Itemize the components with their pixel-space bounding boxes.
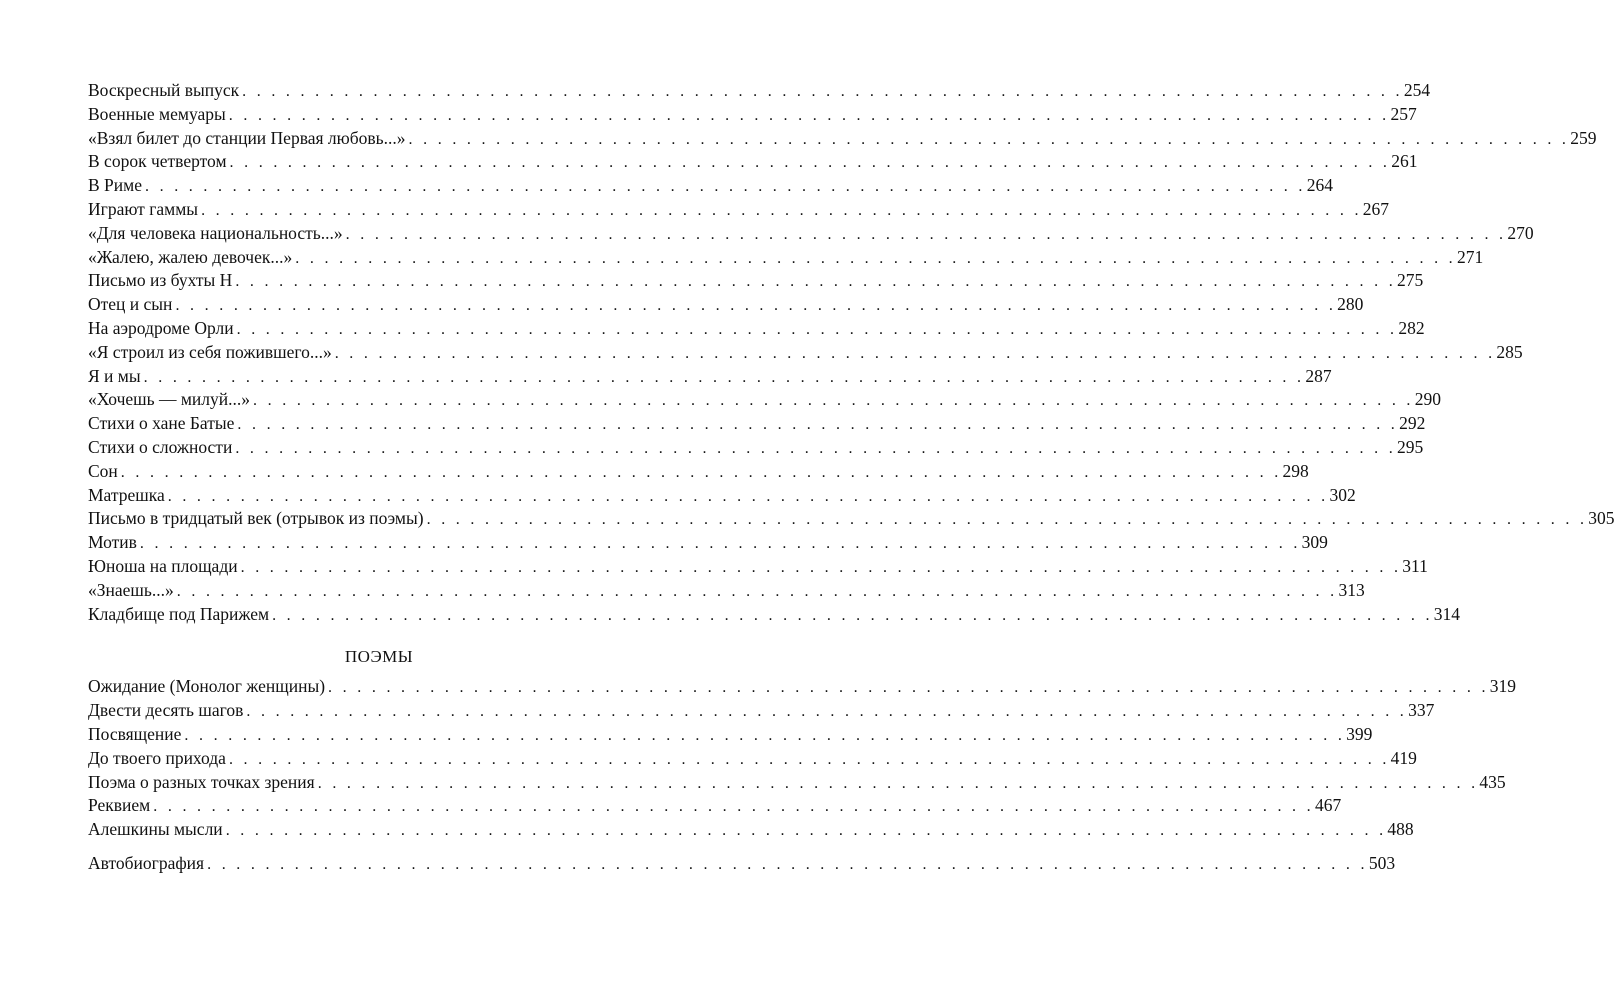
toc-entry-page-number: 302: [1329, 484, 1356, 505]
dot-leader: . . . . . . . . . . . . . . . . . . . . . . . . . . . . . . . . . . . . . . . . . . . . . . . . . . . . . . . . . . . . . . . . . . . . . . . . . . . . . . . .: [184, 726, 1346, 744]
dot-leader: . . . . . . . . . . . . . . . . . . . . . . . . . . . . . . . . . . . . . . . . . . . . . . . . . . . . . . . . . . . . . . . . . . . . . . . . . . . . . . . .: [228, 106, 1390, 124]
toc-entry-title: Письмо в тридцатый век (отрывок из поэмы): [88, 508, 424, 529]
toc-entry-page-number: 271: [1456, 246, 1484, 267]
toc-entry-page-number: 313: [1338, 579, 1365, 600]
toc-entry-page-number: 280: [1337, 294, 1364, 315]
toc-entry-title: Двести десять шагов: [88, 700, 244, 721]
dot-leader: . . . . . . . . . . . . . . . . . . . . . . . . . . . . . . . . . . . . . . . . . . . . . . . . . . . . . . . . . . . . . . . . . . . . . . . . . . . . . . . .: [328, 679, 1489, 697]
toc-entry: [88, 293, 1364, 317]
dot-leader: . . . . . . . . . . . . . . . . . . . . . . . . . . . . . . . . . . . . . . . . . . . . . . . . . . . . . . . . . . . . . . . . . . . . . . . . . . . . . . . .: [246, 703, 1408, 721]
toc-entry-page-number: 292: [1399, 413, 1426, 434]
toc-entry-title: «Жалею, жалею девочек...»: [88, 246, 293, 267]
toc-entry-title: Отец и сын: [88, 294, 173, 315]
toc-entry: [88, 269, 1424, 293]
toc-entry: [88, 246, 1484, 270]
toc-entry: [88, 531, 1328, 555]
toc-entry-title: Стихи о сложности: [88, 436, 233, 457]
dot-leader: . . . . . . . . . . . . . . . . . . . . . . . . . . . . . . . . . . . . . . . . . . . . . . . . . . . . . . . . . . . . . . . . . . . . . . . . . . . . . . . .: [139, 535, 1301, 553]
toc-entry-title: До твоего прихода: [88, 747, 226, 768]
toc-entry: [88, 579, 1365, 603]
toc-entry: [88, 341, 1523, 365]
toc-entry: [88, 771, 1506, 795]
toc-entry-title: На аэродроме Орли: [88, 317, 234, 338]
toc-entry: [88, 507, 1615, 531]
toc-list-poems-long: [88, 675, 1516, 842]
dot-leader: . . . . . . . . . . . . . . . . . . . . . . . . . . . . . . . . . . . . . . . . . . . . . . . . . . . . . . . . . . . . . . . . . . . . . . . . . . . . . . . .: [207, 855, 1368, 873]
toc-entry-page-number: 267: [1362, 198, 1390, 219]
toc-entry-page-number: 311: [1402, 555, 1428, 576]
toc-entry-title: Автобиография: [88, 852, 205, 873]
toc-entry: [88, 794, 1342, 818]
dot-leader: . . . . . . . . . . . . . . . . . . . . . . . . . . . . . . . . . . . . . . . . . . . . . . . . . . . . . . . . . . . . . . . . . . . . . . . . . . . . . . . .: [176, 582, 1338, 600]
dot-leader: . . . . . . . . . . . . . . . . . . . . . . . . . . . . . . . . . . . . . . . . . . . . . . . . . . . . . . . . . . . . . . . . . . . . . . . . . . . . . . . .: [235, 273, 1397, 291]
toc-entry: [88, 747, 1417, 771]
dot-leader: . . . . . . . . . . . . . . . . . . . . . . . . . . . . . . . . . . . . . . . . . . . . . . . . . . . . . . . . . . . . . . . . . . . . . . . . . . . . . . . .: [334, 344, 1496, 362]
dot-leader: . . . . . . . . . . . . . . . . . . . . . . . . . . . . . . . . . . . . . . . . . . . . . . . . . . . . . . . . . . . . . . . . . . . . . . . . . . . . . . . .: [225, 822, 1387, 840]
toc-entry-title: Я и мы: [88, 365, 141, 386]
toc-entry-page-number: 259: [1570, 127, 1597, 148]
toc-entry-page-number: 261: [1391, 151, 1418, 172]
toc-entry-title: Военные мемуары: [88, 103, 226, 124]
toc-entry-page-number: 257: [1390, 103, 1417, 124]
dot-leader: . . . . . . . . . . . . . . . . . . . . . . . . . . . . . . . . . . . . . . . . . . . . . . . . . . . . . . . . . . . . . . . . . . . . . . . . . . . . . . . .: [236, 320, 1398, 338]
toc-entry-page-number: 314: [1433, 603, 1461, 624]
toc-entry-page-number: 254: [1403, 80, 1431, 100]
dot-leader: . . . . . . . . . . . . . . . . . . . . . . . . . . . . . . . . . . . . . . . . . . . . . . . . . . . . . . . . . . . . . . . . . . . . . . . . . . . . . . . .: [145, 178, 1306, 196]
dot-leader: . . . . . . . . . . . . . . . . . . . . . . . . . . . . . . . . . . . . . . . . . . . . . . . . . . . . . . . . . . . . . . . . . . . . . . . . . . . . . . . .: [345, 225, 1507, 243]
toc-entry-page-number: 298: [1282, 460, 1309, 481]
dot-leader: . . . . . . . . . . . . . . . . . . . . . . . . . . . . . . . . . . . . . . . . . . . . . . . . . . . . . . . . . . . . . . . . . . . . . . . . . . . . . . . .: [237, 416, 1399, 434]
table-of-contents: [88, 79, 1615, 876]
toc-entry: [88, 198, 1390, 222]
toc-entry: [88, 723, 1373, 747]
section-heading: ПОЭМЫ: [344, 647, 414, 667]
toc-entry: [88, 317, 1425, 341]
dot-leader: . . . . . . . . . . . . . . . . . . . . . . . . . . . . . . . . . . . . . . . . . . . . . . . . . . . . . . . . . . . . . . . . . . . . . . . . . . . . . . . .: [167, 487, 1329, 505]
toc-entry-page-number: 309: [1301, 532, 1328, 553]
toc-list-final: [88, 852, 1396, 876]
toc-entry-page-number: 270: [1507, 222, 1534, 243]
dot-leader: . . . . . . . . . . . . . . . . . . . . . . . . . . . . . . . . . . . . . . . . . . . . . . . . . . . . . . . . . . . . . . . . . . . . . . . . . . . . . . . .: [143, 368, 1305, 386]
toc-entry-page-number: 285: [1496, 341, 1523, 362]
toc-entry-title: «Для человека национальность...»: [88, 222, 343, 243]
toc-entry-page-number: 290: [1414, 389, 1441, 410]
toc-entry-page-number: 287: [1305, 365, 1332, 386]
dot-leader: . . . . . . . . . . . . . . . . . . . . . . . . . . . . . . . . . . . . . . . . . . . . . . . . . . . . . . . . . . . . . . . . . . . . . . . . . . . . . . . .: [120, 463, 1282, 481]
toc-entry-title: Реквием: [88, 795, 151, 816]
toc-list-poems-short: [88, 79, 1615, 626]
toc-entry-page-number: 467: [1314, 795, 1342, 816]
toc-entry: [88, 436, 1424, 460]
toc-entry: [88, 412, 1426, 436]
toc-entry: [88, 174, 1333, 198]
dot-leader: . . . . . . . . . . . . . . . . . . . . . . . . . . . . . . . . . . . . . . . . . . . . . . . . . . . . . . . . . . . . . . . . . . . . . . . . . . . . . . . .: [229, 154, 1391, 172]
dot-leader: . . . . . . . . . . . . . . . . . . . . . . . . . . . . . . . . . . . . . . . . . . . . . . . . . . . . . . . . . . . . . . . . . . . . . . . . . . . . . . . .: [253, 392, 1414, 410]
dot-leader: . . . . . . . . . . . . . . . . . . . . . . . . . . . . . . . . . . . . . . . . . . . . . . . . . . . . . . . . . . . . . . . . . . . . . . . . . . . . . . . .: [228, 750, 1390, 768]
toc-entry: [88, 555, 1428, 579]
toc-entry-title: Мотив: [88, 532, 137, 553]
toc-entry-title: Алешкины мысли: [88, 819, 223, 840]
toc-entry: [88, 79, 1431, 103]
toc-entry-title: Матрешка: [88, 484, 165, 505]
toc-entry-title: Письмо из бухты Н: [88, 270, 233, 291]
toc-entry-page-number: 488: [1387, 819, 1414, 840]
toc-entry-page-number: 264: [1306, 175, 1333, 196]
toc-entry-page-number: 295: [1397, 436, 1424, 457]
toc-entry-title: В Риме: [88, 175, 142, 196]
toc-entry-page-number: 275: [1397, 270, 1424, 291]
dot-leader: . . . . . . . . . . . . . . . . . . . . . . . . . . . . . . . . . . . . . . . . . . . . . . . . . . . . . . . . . . . . . . . . . . . . . . . . . . . . . . . .: [153, 798, 1314, 816]
toc-entry-page-number: 337: [1408, 700, 1435, 721]
toc-entry-title: Поэма о разных точках зрения: [88, 771, 315, 792]
toc-entry-title: Кладбище под Парижем: [88, 603, 270, 624]
toc-entry-title: Стихи о хане Батые: [88, 413, 235, 434]
toc-entry-page-number: 282: [1398, 317, 1425, 338]
dot-leader: . . . . . . . . . . . . . . . . . . . . . . . . . . . . . . . . . . . . . . . . . . . . . . . . . . . . . . . . . . . . . . . . . . . . . . . . . . . . . . . .: [408, 130, 1570, 148]
dot-leader: . . . . . . . . . . . . . . . . . . . . . . . . . . . . . . . . . . . . . . . . . . . . . . . . . . . . . . . . . . . . . . . . . . . . . . . . . . . . . . . .: [235, 439, 1397, 457]
toc-entry-title: В сорок четвертом: [88, 151, 227, 172]
dot-leader: . . . . . . . . . . . . . . . . . . . . . . . . . . . . . . . . . . . . . . . . . . . . . . . . . . . . . . . . . . . . . . . . . . . . . . . . . . . . . . . .: [175, 297, 1337, 315]
toc-entry: [88, 484, 1356, 508]
toc-entry-page-number: 419: [1390, 747, 1417, 768]
toc-entry-title: Играют гаммы: [88, 198, 199, 219]
toc-entry: [88, 603, 1461, 627]
toc-entry-title: «Хочешь — милуй...»: [88, 389, 251, 410]
toc-entry: [88, 222, 1534, 246]
dot-leader: . . . . . . . . . . . . . . . . . . . . . . . . . . . . . . . . . . . . . . . . . . . . . . . . . . . . . . . . . . . . . . . . . . . . . . . . . . . . . . . .: [426, 511, 1588, 529]
toc-entry-page-number: 319: [1489, 676, 1516, 697]
toc-entry-page-number: 399: [1346, 723, 1373, 744]
toc-entry: [88, 699, 1435, 723]
dot-leader: . . . . . . . . . . . . . . . . . . . . . . . . . . . . . . . . . . . . . . . . . . . . . . . . . . . . . . . . . . . . . . . . . . . . . . . . . . . . . . . .: [295, 249, 1456, 267]
toc-entry: [88, 818, 1414, 842]
toc-entry-title: Воскресный выпуск: [88, 80, 240, 100]
toc-entry: [88, 460, 1309, 484]
toc-entry-page-number: 503: [1368, 852, 1396, 873]
toc-entry: [88, 127, 1597, 151]
toc-entry: [88, 852, 1396, 876]
dot-leader: . . . . . . . . . . . . . . . . . . . . . . . . . . . . . . . . . . . . . . . . . . . . . . . . . . . . . . . . . . . . . . . . . . . . . . . . . . . . . . . .: [240, 558, 1402, 576]
toc-entry-page-number: 305: [1588, 508, 1615, 529]
dot-leader: . . . . . . . . . . . . . . . . . . . . . . . . . . . . . . . . . . . . . . . . . . . . . . . . . . . . . . . . . . . . . . . . . . . . . . . . . . . . . . . .: [272, 606, 1433, 624]
dot-leader: . . . . . . . . . . . . . . . . . . . . . . . . . . . . . . . . . . . . . . . . . . . . . . . . . . . . . . . . . . . . . . . . . . . . . . . . . . . . . . . .: [317, 774, 1479, 792]
toc-entry: [88, 675, 1516, 699]
toc-entry-title: «Я строил из себя пожившего...»: [88, 341, 332, 362]
toc-entry-title: «Знаешь...»: [88, 579, 174, 600]
toc-entry-title: Сон: [88, 460, 118, 481]
toc-entry: [88, 150, 1418, 174]
toc-entry-title: Юноша на площади: [88, 555, 238, 576]
toc-entry: [88, 365, 1332, 389]
dot-leader: . . . . . . . . . . . . . . . . . . . . . . . . . . . . . . . . . . . . . . . . . . . . . . . . . . . . . . . . . . . . . . . . . . . . . . . . . . . . . . . .: [242, 83, 1403, 100]
dot-leader: . . . . . . . . . . . . . . . . . . . . . . . . . . . . . . . . . . . . . . . . . . . . . . . . . . . . . . . . . . . . . . . . . . . . . . . . . . . . . . . .: [201, 201, 1362, 219]
toc-entry-page-number: 435: [1479, 771, 1506, 792]
toc-entry-title: «Взял билет до станции Первая любовь...»: [88, 127, 406, 148]
toc-entry: [88, 103, 1417, 127]
spacer: [88, 842, 670, 852]
toc-entry: [88, 388, 1441, 412]
toc-entry-title: Посвящение: [88, 723, 182, 744]
toc-entry-title: Ожидание (Монолог женщины): [88, 676, 326, 697]
